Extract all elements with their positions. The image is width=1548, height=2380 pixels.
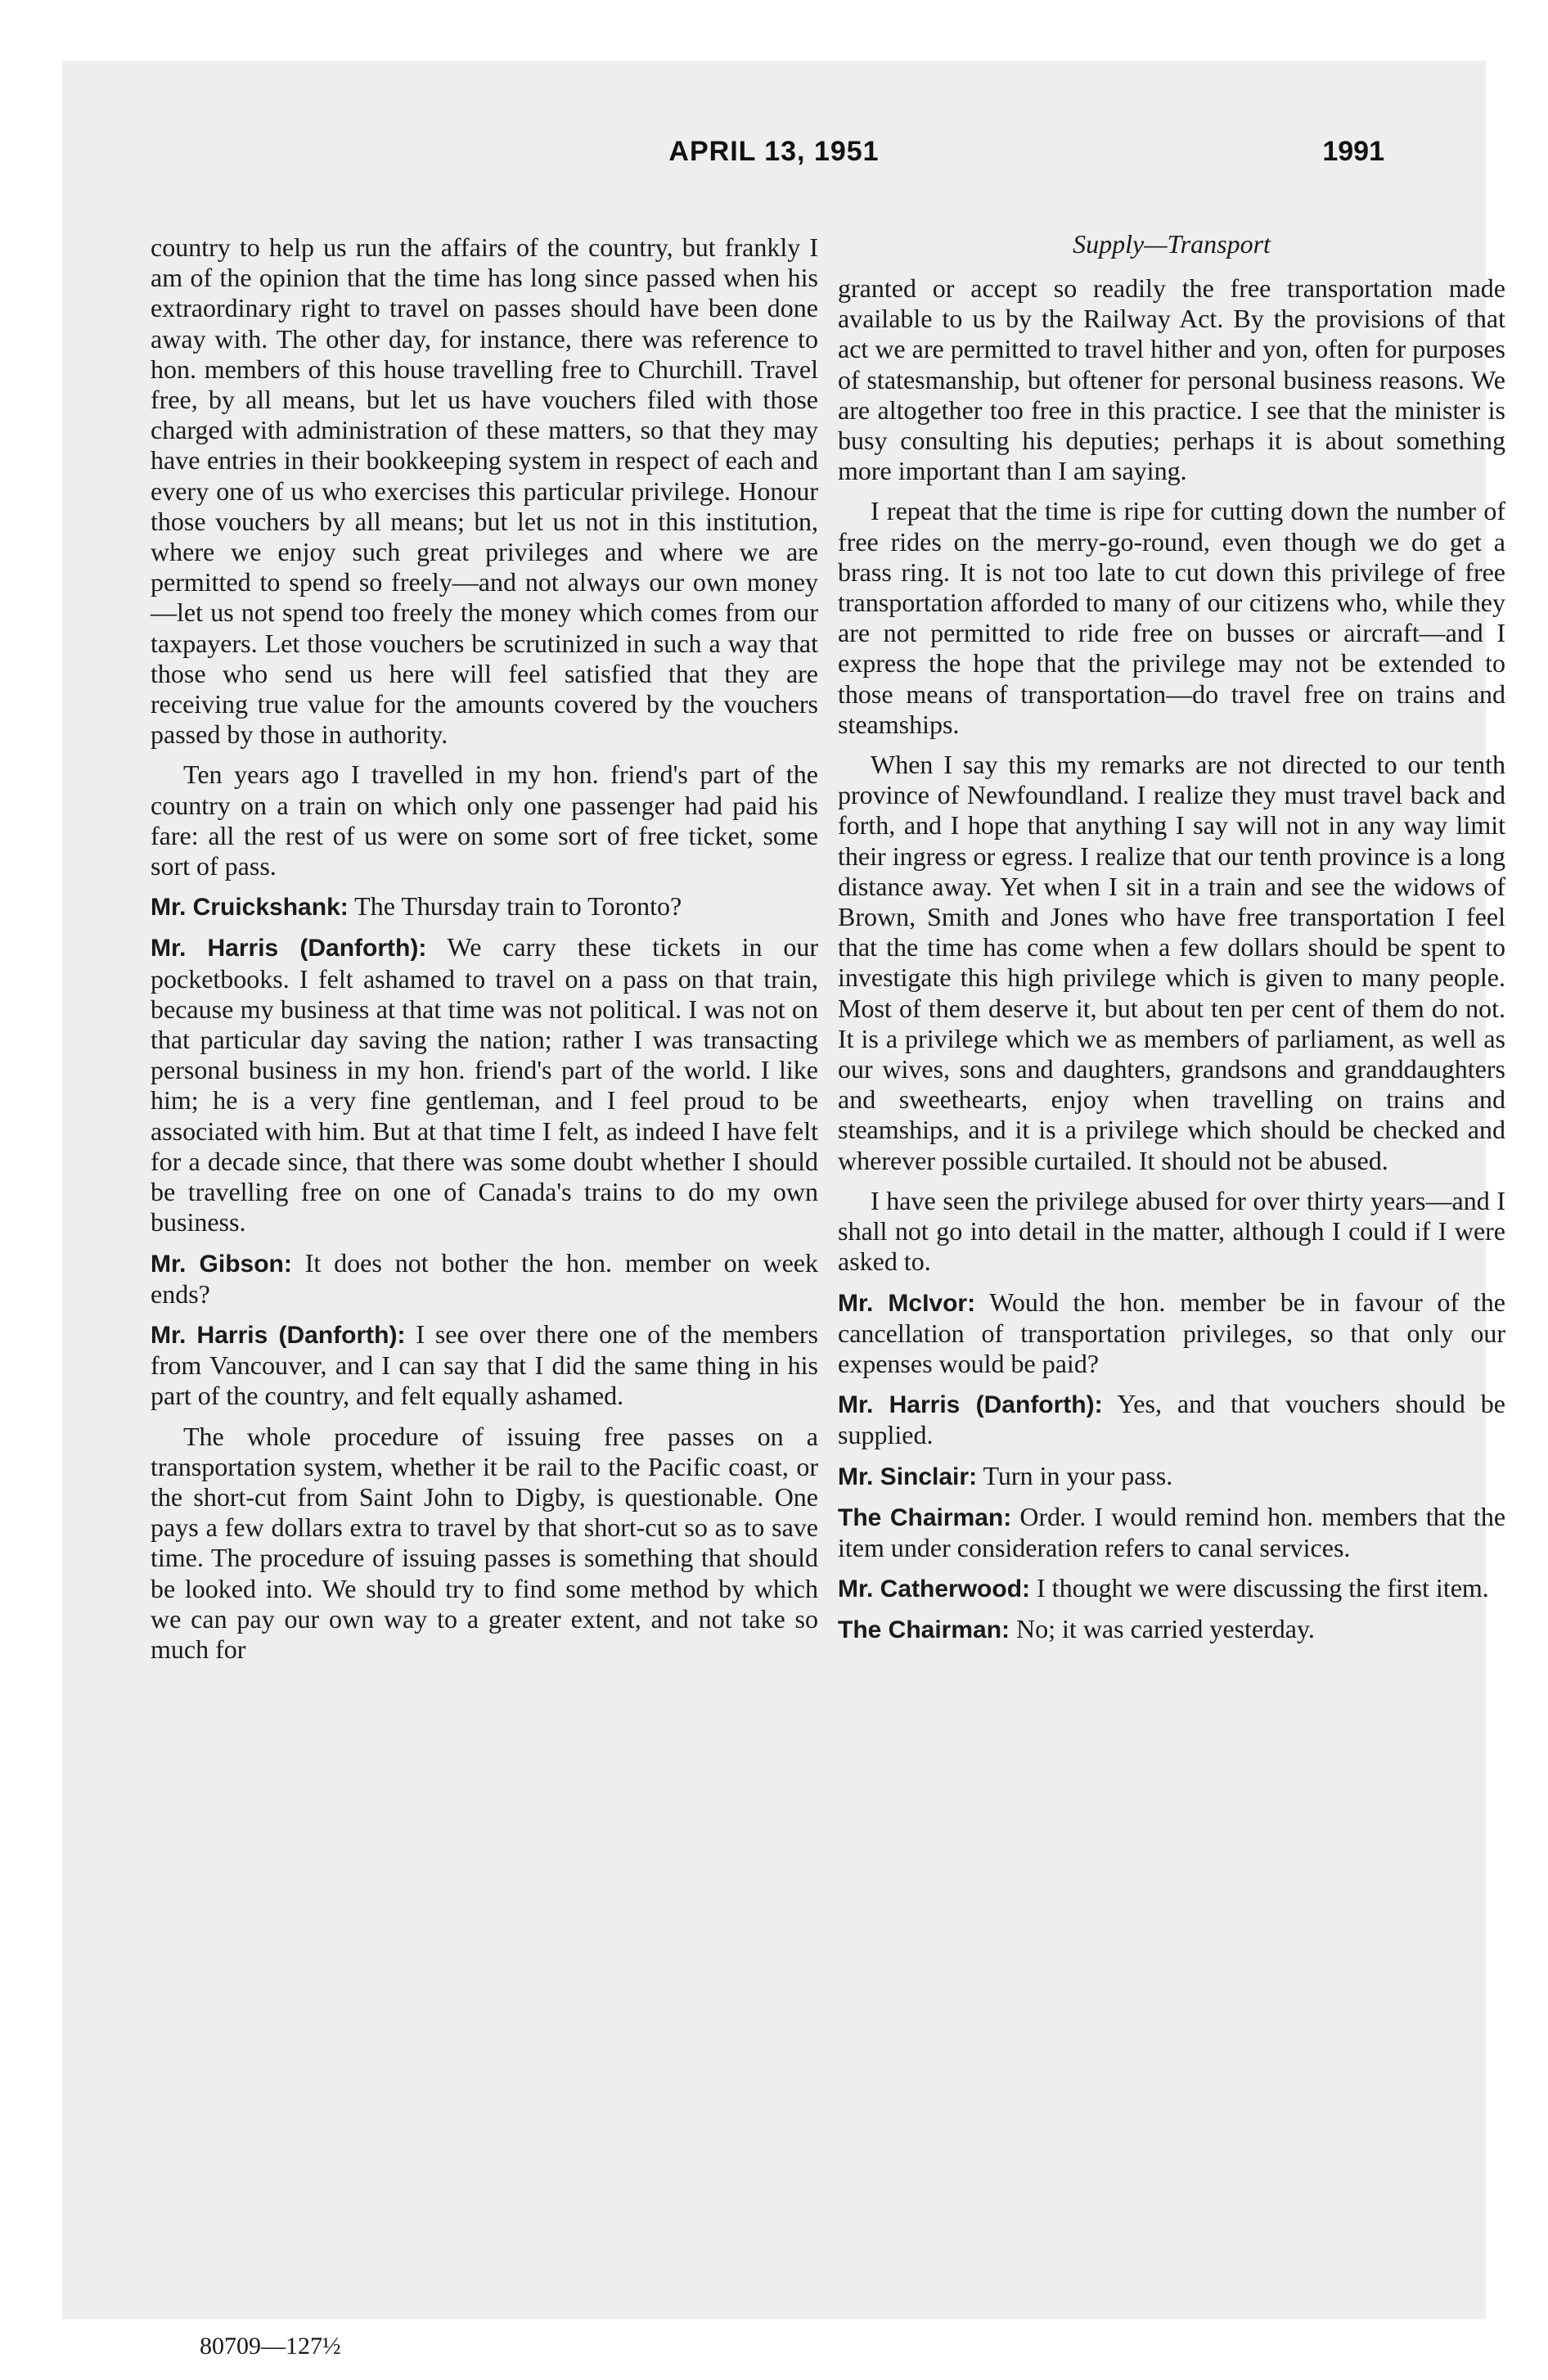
speech-paragraph <box>838 1389 1505 1450</box>
speaker-name: The Chairman: <box>838 1503 1012 1531</box>
speech-text: Would the hon. member be in favour of the cancellation of transportation privileges, so that only our expenses would be paid? <box>838 1287 1506 1378</box>
body-paragraph: I repeat that the time is ripe for cutting down the number of free rides on the merry-go-round, even though we do get a brass ring. It is not too late to cut down this privilege of free transportation afforded to many of our citizens who, while they are not permitted to ride free on busses or aircraft—and I express the hope that the privilege may not be extended to those means of transportation—do travel free on trains and steamships. <box>838 496 1505 739</box>
speech-text: The Thursday train to Toronto? <box>354 891 682 922</box>
speech-paragraph <box>151 1248 818 1309</box>
speech-text: I thought we were discussing the first item. <box>1037 1573 1489 1603</box>
speaker-name: Mr. Gibson: <box>151 1250 292 1278</box>
speaker-name: Mr. Catherwood: <box>838 1575 1031 1603</box>
speaker-name: Mr. Sinclair: <box>838 1463 978 1490</box>
speech-text: Order. I would remind hon. members that the item under consideration refers to canal services. <box>838 1501 1506 1562</box>
right-column-body <box>838 273 1505 1646</box>
speech-text: No; it was carried yesterday. <box>1016 1614 1315 1644</box>
speech-paragraph <box>838 1614 1505 1645</box>
speaker-name: Mr. Cruickshank: <box>151 894 349 922</box>
speech-paragraph <box>838 1502 1505 1563</box>
body-paragraph: The whole procedure of issuing free passes on a transportation system, whether it be rail to the Pacific coast, or the short-cut from Saint John to Digby, is questionable. One pays a few dollars extra to travel by that short-cut so as to save time. The procedure of issuing passes is something that should be looked into. We should try to find some method by which we can pay our own way to a greater extent, and not take so much for <box>151 1421 818 1664</box>
body-paragraph: granted or accept so readily the free transportation made available to us by the Railway Act. By the provisions of that act we are permitted to travel hither and yon, often for purposes of statesmanship, but oftener for personal business reasons. We are altogether too free in this practice. I see that the minister is busy consulting his deputies; perhaps it is about something more important than I am saying. <box>838 273 1505 486</box>
speech-paragraph <box>151 891 818 922</box>
speech-text: We carry these tickets in our pocketbooks. I felt ashamed to travel on a pass on that train, because my business at that time was not political. I was not on that particular day saving the nation; rather I was transacting personal business in my hon. friend's part of the world. I like him; he is a very fine gentleman, and I feel proud to be associated with him. But at that time I felt, as indeed I have felt for a decade since, that there was some doubt whether I should be travelling free on one of Canada's trains to do my own business. <box>151 932 818 1237</box>
printer-code: 80709—127½ <box>200 2333 341 2360</box>
speaker-name: The Chairman: <box>838 1616 1010 1644</box>
body-paragraph: When I say this my remarks are not directed to our tenth province of Newfoundland. I realize they must travel back and forth, and I hope that anything I say will not in any way limit their ingress or egress. I realize that our tenth province is a long distance away. Yet when I sit in a train and see the widows of Brown, Smith and Jones who have free transportation I feel that the time has come when a few dollars should be spent to investigate this high privilege which is given to many people. Most of them deserve it, but about ten per cent of them do not. It is a privilege which we as members of parliament, as well as our wives, sons and daughters, grandsons and granddaughters and sweethearts, enjoy when travelling on trains and steamships, and it is a privilege which should be checked and wherever possible curtailed. It should not be abused. <box>838 750 1505 1175</box>
speech-text: I see over there one of the members from Vancouver, and I can say that I did the same thing in his part of the country, and felt equally ashamed. <box>151 1318 819 1411</box>
page-sheet <box>62 61 1506 2360</box>
speech-text: Turn in your pass. <box>983 1460 1173 1490</box>
speaker-name: Mr. Harris (Danforth): <box>838 1391 1103 1419</box>
speech-paragraph <box>838 1461 1505 1492</box>
left-column <box>151 232 818 1675</box>
speech-paragraph <box>838 1573 1505 1604</box>
section-heading: Supply—Transport <box>1073 229 1271 259</box>
body-paragraph: Ten years ago I travelled in my hon. friend's part of the country on a train on which only one passenger had paid his fare: all the rest of us were on some sort of free ticket, some sort of pass. <box>151 760 818 881</box>
body-paragraph: I have seen the privilege abused for over thirty years—and I shall not go into detail in the matter, although I could if I were asked to. <box>838 1185 1505 1277</box>
speech-paragraph <box>151 1319 818 1412</box>
body-paragraph: country to help us run the affairs of the country, but frankly I am of the opinion that the time has long since passed when his extraordinary right to travel on passes should have been done away with. The other day, for instance, there was reference to hon. members of this house travelling free to Churchill. Travel free, by all means, but let us have vouchers filed with those charged with administration of these matters, so that they may have entries in their bookkeeping system in respect of each and every one of us who exercises this particular privilege. Honour those vouchers by all means; but let us not in this institution, where we enjoy such great privileges and where we are permitted to spend so freely—and not always our own money—let us not spend too freely the money which comes from our taxpayers. Let those vouchers be scrutinized in such a way that those who send us here will feel satisfied that they are receiving true value for the amounts covered by the vouchers passed by those in authority. <box>151 232 818 750</box>
speech-text: It does not bother the hon. member on week ends? <box>151 1247 819 1309</box>
speaker-name: Mr. McIvor: <box>838 1289 976 1317</box>
page-number: 1991 <box>1322 136 1384 167</box>
running-header-date: APRIL 13, 1951 <box>668 136 880 167</box>
speaker-name: Mr. Harris (Danforth): <box>151 935 427 962</box>
right-column <box>838 232 1505 1656</box>
speaker-name: Mr. Harris (Danforth): <box>151 1321 406 1349</box>
speech-paragraph <box>151 932 818 1237</box>
speech-text: Yes, and that vouchers should be supplied. <box>838 1389 1506 1450</box>
speech-paragraph <box>838 1287 1505 1380</box>
